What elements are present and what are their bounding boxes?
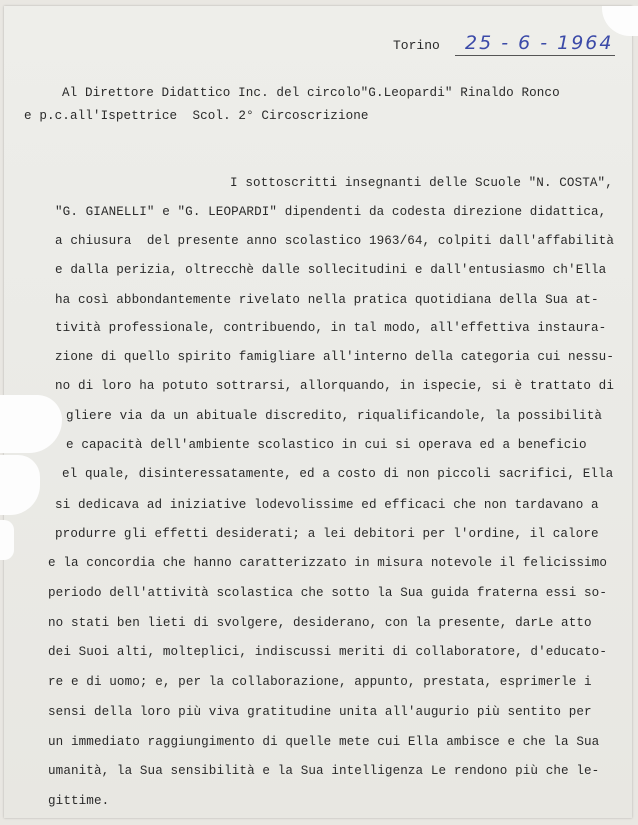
body-line: I sottoscritti insegnanti delle Scuole "N. COSTA",	[230, 176, 613, 190]
body-line: ha così abbondantemente rivelato nella pratica quotidiana della Sua at-	[55, 293, 599, 307]
recipient-line: e p.c.all'Ispettrice Scol. 2° Circoscrizione	[24, 109, 369, 123]
body-line: re e di uomo; e, per la collaborazione, appunto, prestata, esprimerle i	[48, 675, 592, 689]
body-line: no di loro ha potuto sottrarsi, allorquando, in ispecie, si è trattato di	[55, 379, 614, 393]
body-line: dei Suoi alti, molteplici, indiscussi meriti di collaboratore, d'educato-	[48, 645, 607, 659]
body-line: e la concordia che hanno caratterizzato in misura notevole il felicissimo	[48, 556, 607, 570]
body-line: gittime.	[48, 794, 110, 808]
body-line: un immediato raggiungimento di quelle mete cui Ella ambisce e che la Sua	[48, 735, 600, 749]
body-line: "G. GIANELLI" e "G. LEOPARDI" dipendenti da codesta direzione didattica,	[55, 205, 607, 219]
handwritten-date: 25 - 6 - 1964	[465, 32, 614, 54]
body-line: produrre gli effetti desiderati; a lei debitori per l'ordine, il calore	[55, 527, 599, 541]
body-line: gliere via da un abituale discredito, riqualificandole, la possibilità	[66, 409, 603, 423]
recipient-line: Al Direttore Didattico Inc. del circolo"G.Leopardi" Rinaldo Ronco	[62, 86, 560, 100]
date-underline	[455, 55, 615, 56]
body-line: el quale, disinteressatamente, ed a costo di non piccoli sacrifici, Ella	[62, 467, 614, 481]
body-line: e dalla perizia, oltrecchè dalle sollecitudini e dall'entusiasmo ch'Ella	[55, 263, 607, 277]
body-line: tività professionale, contribuendo, in tal modo, all'effettiva instaura-	[55, 321, 607, 335]
body-line: umanità, la Sua sensibilità e la Sua intelligenza Le rendono più che le-	[48, 764, 600, 778]
body-line: a chiusura del presente anno scolastico 1963/64, colpiti dall'affabilità	[55, 234, 614, 248]
body-line: si dedicava ad iniziative lodevolissime ed efficaci che non tardavano a	[55, 498, 599, 512]
body-line: e capacità dell'ambiente scolastico in cui si operava ed a beneficio	[66, 438, 587, 452]
body-line: zione di quello spirito famigliare all'interno della categoria cui nessu-	[55, 350, 614, 364]
date-place: Torino	[393, 38, 440, 53]
torn-edge	[0, 520, 14, 560]
body-line: periodo dell'attività scolastica che sotto la Sua guida fraterna essi so-	[48, 586, 607, 600]
body-line: sensi della loro più viva gratitudine unita all'augurio più sentito per	[48, 705, 592, 719]
body-line: no stati ben lieti di svolgere, desiderano, con la presente, darLe atto	[48, 616, 592, 630]
